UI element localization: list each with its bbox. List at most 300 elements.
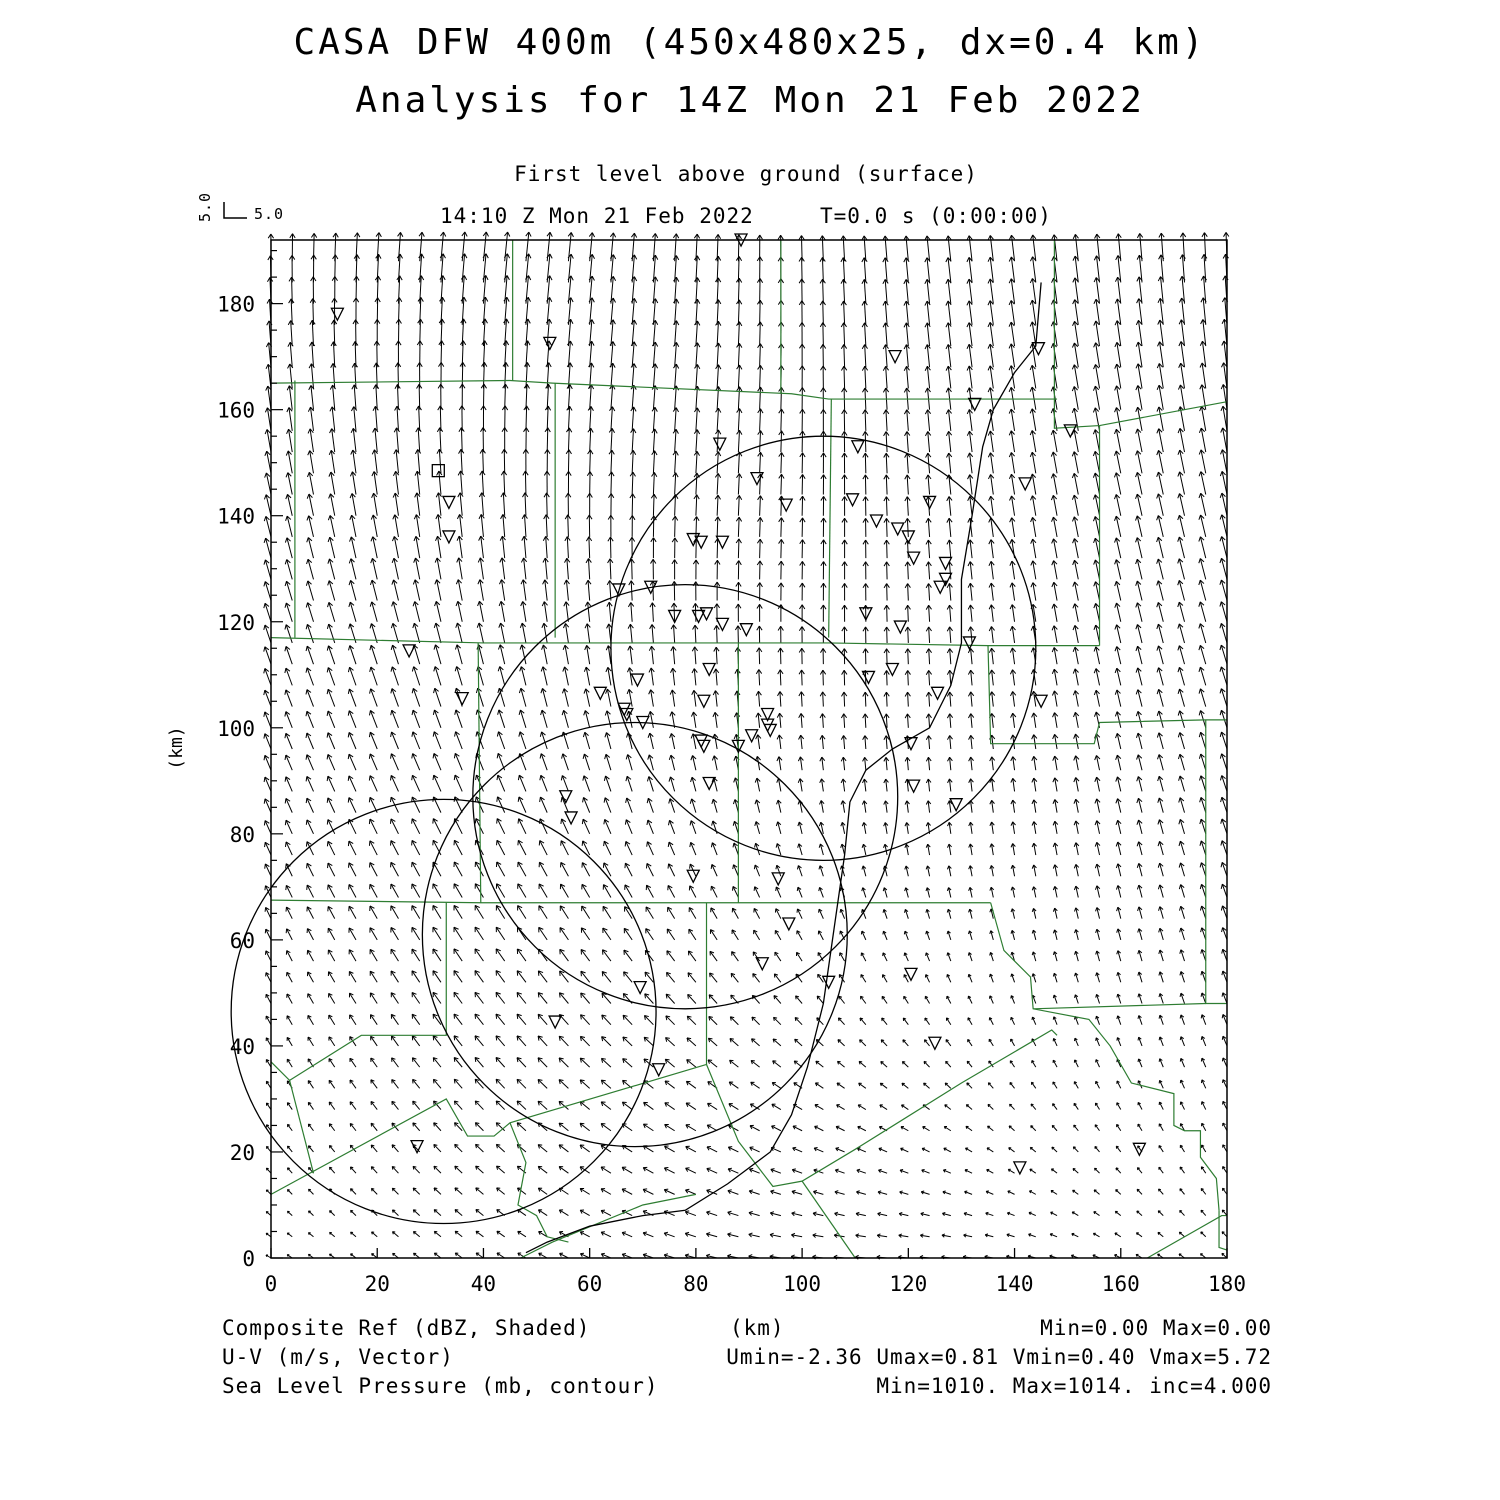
wind-vector (559, 1167, 568, 1174)
wind-vector (350, 1080, 356, 1088)
wind-vector (1009, 431, 1014, 452)
wind-vector (456, 601, 462, 621)
wind-vector (588, 450, 593, 473)
station-marker (772, 873, 784, 885)
wind-vector (626, 776, 632, 791)
wind-vector (1032, 713, 1037, 728)
wind-vector (691, 755, 696, 770)
wind-vector (458, 493, 463, 516)
wind-vector (946, 344, 951, 367)
wind-vector (947, 866, 951, 876)
wind-vector (520, 623, 526, 643)
wind-vector (986, 1212, 994, 1215)
wind-vector (306, 668, 313, 686)
wind-vector (306, 798, 313, 812)
wind-vector (841, 735, 846, 749)
wind-vector (1201, 971, 1206, 982)
wind-vector (842, 540, 847, 558)
wind-vector (686, 1168, 696, 1173)
wind-vector (370, 667, 378, 685)
wind-vector (392, 1080, 399, 1089)
wind-vector (798, 757, 803, 770)
wind-vector (948, 779, 953, 792)
wind-vector (412, 1058, 419, 1067)
wind-vector (1157, 494, 1164, 516)
wind-vector (821, 605, 826, 622)
wind-vector (1053, 908, 1057, 919)
wind-vector (622, 1167, 632, 1173)
station-marker (544, 337, 556, 349)
wind-vector (369, 841, 377, 855)
wind-vector (1094, 560, 1100, 579)
wind-vector (736, 561, 741, 580)
wind-vector (329, 1124, 334, 1131)
wind-vector (669, 755, 674, 770)
wind-vector (685, 1211, 696, 1216)
wind-vector (947, 496, 952, 515)
station-marker (894, 621, 906, 633)
wind-vector (837, 1105, 845, 1110)
wind-vector (559, 1210, 568, 1216)
wind-vector (307, 950, 313, 961)
wind-vector (883, 410, 888, 431)
wind-vector (454, 884, 462, 898)
wind-vector (884, 562, 889, 580)
wind-vector (1032, 974, 1036, 983)
wind-vector (287, 1211, 292, 1215)
wind-vector (813, 1212, 823, 1216)
wind-vector (455, 1231, 462, 1236)
wind-vector (390, 819, 398, 834)
wind-vector (1221, 450, 1227, 474)
wind-vector (1200, 819, 1206, 834)
wind-vector (1220, 537, 1227, 559)
wind-vector (671, 668, 676, 685)
wind-vector (566, 428, 571, 452)
wind-vector (1136, 646, 1142, 664)
wind-vector (1221, 384, 1227, 409)
wind-vector (327, 668, 335, 686)
wind-vector (757, 235, 762, 261)
wind-vector (285, 625, 292, 643)
wind-vector (689, 929, 696, 940)
wind-vector (1201, 928, 1206, 940)
wind-vector (1159, 1037, 1163, 1046)
wind-vector (501, 493, 506, 516)
wind-vector (433, 992, 441, 1003)
wind-vector (884, 453, 889, 473)
wind-vector (288, 1168, 293, 1173)
wind-vector (285, 560, 292, 580)
wind-vector (412, 1036, 419, 1046)
wind-vector (264, 712, 271, 728)
wind-vector (327, 689, 335, 706)
wind-vector (791, 1233, 802, 1237)
wind-vector (454, 1014, 462, 1025)
wind-vector (329, 1080, 335, 1088)
wind-vector (1052, 561, 1057, 580)
wind-vector (561, 862, 569, 876)
wind-vector (540, 732, 547, 749)
wind-vector (604, 819, 611, 833)
wind-vector (647, 820, 653, 834)
wind-vector (736, 256, 741, 282)
wind-vector (454, 1036, 462, 1046)
wind-vector (522, 536, 527, 558)
wind-vector (327, 798, 335, 813)
wind-vector (608, 515, 613, 537)
wind-vector (1007, 1212, 1014, 1215)
wind-vector (711, 886, 717, 897)
station-marker (634, 982, 646, 994)
wind-vector (1179, 776, 1185, 791)
wind-vector (517, 1123, 526, 1131)
wind-vector (350, 1058, 356, 1067)
wind-vector (455, 732, 463, 749)
wind-vector (757, 539, 762, 558)
wind-vector (476, 1188, 484, 1195)
wind-vector (1095, 1146, 1100, 1151)
wind-vector (1093, 473, 1099, 494)
station-marker (905, 738, 917, 750)
chart-subtitle: Analysis for 14Z Mon 21 Feb 2022 (355, 80, 1145, 121)
wind-vector (1074, 1082, 1078, 1089)
station-marker (783, 918, 795, 930)
wind-vector (1222, 928, 1227, 940)
wind-vector (800, 474, 805, 494)
wind-vector (544, 493, 549, 516)
wind-vector (583, 797, 590, 812)
wind-vector (1158, 820, 1163, 834)
wind-vector (842, 627, 847, 643)
wind-vector (625, 820, 632, 834)
wind-vector (628, 602, 633, 621)
wind-vector (433, 1058, 441, 1068)
wind-vector (733, 800, 738, 813)
wind-vector (564, 602, 569, 622)
wind-vector (877, 1234, 887, 1238)
wind-vector (436, 514, 441, 536)
wind-vector (601, 1210, 611, 1215)
wind-vector (1053, 1104, 1057, 1110)
wind-vector (673, 386, 678, 410)
wind-vector (1201, 949, 1206, 961)
wind-vector (437, 471, 442, 494)
station-marker (716, 536, 728, 548)
wind-vector (580, 1080, 589, 1088)
wind-vector (1094, 1212, 1100, 1216)
wind-vector (1221, 841, 1227, 855)
wind-vector (1072, 343, 1078, 367)
wind-vector (1094, 690, 1099, 706)
wind-vector (371, 558, 378, 579)
wind-vector (1073, 300, 1079, 325)
wind-vector (1095, 755, 1100, 770)
wind-vector (988, 279, 993, 304)
y-axis-label: (km) (166, 726, 187, 770)
wind-vector (1030, 409, 1036, 431)
wind-vector (1009, 1126, 1014, 1131)
wind-vector (1117, 1016, 1121, 1025)
wind-vector (821, 453, 826, 473)
wind-vector (969, 887, 973, 897)
wind-vector (672, 516, 677, 537)
wind-vector (1136, 451, 1142, 474)
wind-vector (436, 493, 441, 516)
wind-vector (560, 884, 568, 897)
station-marker (908, 552, 920, 564)
wind-vector (330, 1211, 335, 1216)
wind-vector (289, 277, 294, 304)
wind-vector (988, 257, 993, 282)
wind-vector (926, 692, 931, 706)
wind-vector (1221, 428, 1227, 452)
wind-vector (478, 580, 484, 601)
wind-vector (1031, 1126, 1036, 1131)
wind-vector (988, 322, 993, 346)
wind-vector (737, 387, 742, 410)
wind-vector (756, 735, 761, 749)
wind-vector (926, 909, 930, 918)
wind-vector (945, 1083, 951, 1088)
wind-vector (605, 754, 611, 770)
wind-vector (1220, 493, 1227, 516)
wind-vector (737, 452, 742, 473)
wind-vector (476, 1231, 483, 1237)
wind-vector (1093, 430, 1099, 453)
wind-vector (668, 907, 675, 918)
wind-vector (1159, 1102, 1163, 1109)
wind-vector (947, 692, 952, 707)
wind-vector (392, 558, 398, 579)
wind-vector (391, 884, 399, 897)
wind-vector (1159, 1189, 1164, 1194)
wind-vector (673, 473, 678, 495)
wind-vector (308, 1233, 313, 1237)
wind-vector (435, 601, 441, 621)
wind-vector (391, 993, 398, 1004)
wind-vector (926, 801, 930, 813)
county-line (510, 1123, 568, 1242)
wind-vector (1157, 385, 1163, 409)
wind-vector (520, 667, 526, 686)
wind-vector (585, 645, 590, 664)
wind-vector (1052, 626, 1057, 643)
wind-vector (541, 667, 547, 686)
wind-vector (327, 754, 335, 770)
wind-vector (968, 931, 972, 940)
legend-slp: Sea Level Pressure (mb, contour) (222, 1374, 659, 1398)
wind-vector (673, 408, 678, 431)
wind-vector (716, 365, 721, 389)
wind-vector (1115, 603, 1121, 622)
wind-vector (1094, 343, 1100, 368)
wind-vector (1157, 407, 1163, 431)
wind-vector (1178, 428, 1184, 452)
wind-vector (478, 601, 484, 621)
wind-vector (564, 580, 569, 601)
wind-vector (1199, 537, 1206, 558)
wind-vector (926, 736, 931, 749)
wind-vector (779, 452, 784, 473)
wind-vector (968, 953, 972, 962)
wind-vector (542, 645, 548, 664)
wind-vector (797, 952, 803, 961)
wind-vector (799, 279, 804, 304)
wind-vector (800, 366, 805, 389)
wind-vector (624, 950, 632, 961)
wind-vector (668, 820, 674, 834)
wind-vector (1157, 537, 1164, 558)
range-ring (473, 585, 898, 1009)
wind-vector (1158, 1232, 1163, 1236)
wind-vector (1009, 322, 1014, 346)
wind-vector (412, 862, 420, 876)
wind-vector (1051, 430, 1057, 452)
wind-vector (820, 257, 825, 282)
wind-vector (758, 344, 763, 368)
axes (166, 251, 1246, 1296)
wind-vector (905, 649, 910, 664)
wind-vector (1010, 1061, 1014, 1067)
wind-vector (1136, 559, 1142, 579)
wind-vector (905, 888, 909, 898)
wind-vector (1220, 580, 1227, 601)
wind-vector (518, 1231, 526, 1236)
wind-vector (285, 798, 292, 812)
wind-vector (350, 537, 356, 558)
wind-vector (881, 1061, 887, 1067)
wind-vector (308, 1124, 313, 1131)
wind-vector (1053, 778, 1058, 792)
wind-vector (1073, 1147, 1078, 1152)
station-marker (703, 663, 715, 675)
wind-vector (821, 518, 826, 537)
wind-vector (904, 931, 908, 940)
wind-vector (1032, 822, 1037, 834)
wind-vector (371, 1145, 377, 1152)
wind-vector (539, 927, 547, 939)
wind-vector (392, 580, 399, 601)
wind-vector (286, 885, 292, 897)
wind-vector (1180, 906, 1185, 918)
wind-vector (842, 518, 847, 537)
wind-vector (1095, 842, 1100, 855)
wind-vector (821, 475, 826, 495)
wind-vector (1010, 496, 1015, 516)
wind-vector (1137, 885, 1142, 897)
county-line (829, 399, 832, 638)
wind-vector (394, 428, 399, 452)
wind-vector (1030, 300, 1036, 325)
wind-vector (988, 366, 993, 389)
wind-vector (968, 692, 973, 707)
wind-vector (609, 428, 614, 452)
station-marker (847, 494, 859, 506)
wind-vector (770, 1233, 781, 1237)
wind-vector (708, 1038, 717, 1046)
wind-vector (1136, 385, 1142, 409)
wind-vector (479, 514, 484, 537)
wind-vector (736, 539, 741, 558)
wind-vector (1136, 624, 1142, 643)
wind-vector (1180, 1102, 1184, 1110)
wind-vector (580, 1123, 590, 1130)
wind-vector (371, 1036, 378, 1046)
wind-vector (623, 1037, 632, 1046)
wind-vector (1030, 1169, 1036, 1173)
wind-vector (922, 1148, 929, 1152)
wind-vector (433, 1036, 441, 1046)
wind-vector (733, 843, 738, 855)
wind-vector (631, 429, 636, 452)
wind-vector (1199, 732, 1205, 749)
county-line (271, 900, 991, 903)
station-marker (698, 695, 710, 707)
wind-vector (524, 406, 529, 431)
wind-vector (499, 580, 504, 601)
wind-vector (1073, 647, 1078, 664)
wind-vector (967, 279, 972, 304)
wind-vector (902, 1083, 908, 1088)
wind-vector (538, 971, 547, 982)
wind-vector (905, 801, 909, 813)
wind-vector (776, 822, 781, 834)
wind-vector (1096, 1060, 1100, 1068)
wind-vector (287, 1059, 292, 1067)
wind-vector (969, 866, 973, 877)
wind-vector (309, 1189, 314, 1194)
wind-vector (1010, 626, 1015, 643)
wind-vector (455, 1144, 463, 1152)
wind-vector (883, 888, 887, 898)
wind-vector (433, 732, 441, 749)
wind-vector (1032, 1017, 1036, 1025)
wind-vector (667, 972, 675, 982)
wind-vector (758, 409, 763, 431)
wind-vector (947, 931, 951, 940)
wind-vector (904, 279, 909, 303)
wind-vector (925, 279, 930, 303)
wind-vector (608, 537, 613, 558)
wind-vector (862, 279, 867, 303)
wind-vector (710, 951, 717, 961)
wind-vector (517, 1014, 526, 1025)
wind-vector (841, 301, 846, 325)
wind-vector (413, 1101, 420, 1109)
wind-vector (605, 711, 611, 728)
wind-vector (497, 1231, 505, 1236)
wind-vector (921, 1191, 929, 1194)
wind-vector (587, 493, 592, 515)
wind-vector (1011, 800, 1016, 813)
wind-vector (351, 450, 356, 473)
wind-vector (905, 453, 910, 473)
wind-vector (694, 495, 699, 516)
wind-vector (884, 823, 888, 834)
wind-vector (454, 753, 462, 770)
wind-vector (1220, 558, 1227, 579)
wind-vector (905, 844, 909, 855)
wind-vector (496, 1166, 504, 1173)
wind-vector (773, 1039, 781, 1046)
radar-range-rings (231, 436, 1036, 1223)
wind-vector (1096, 1081, 1100, 1088)
wind-vector (1030, 430, 1036, 452)
wind-vector (522, 493, 527, 516)
wind-vector (308, 1081, 313, 1089)
wind-vector (266, 994, 271, 1003)
